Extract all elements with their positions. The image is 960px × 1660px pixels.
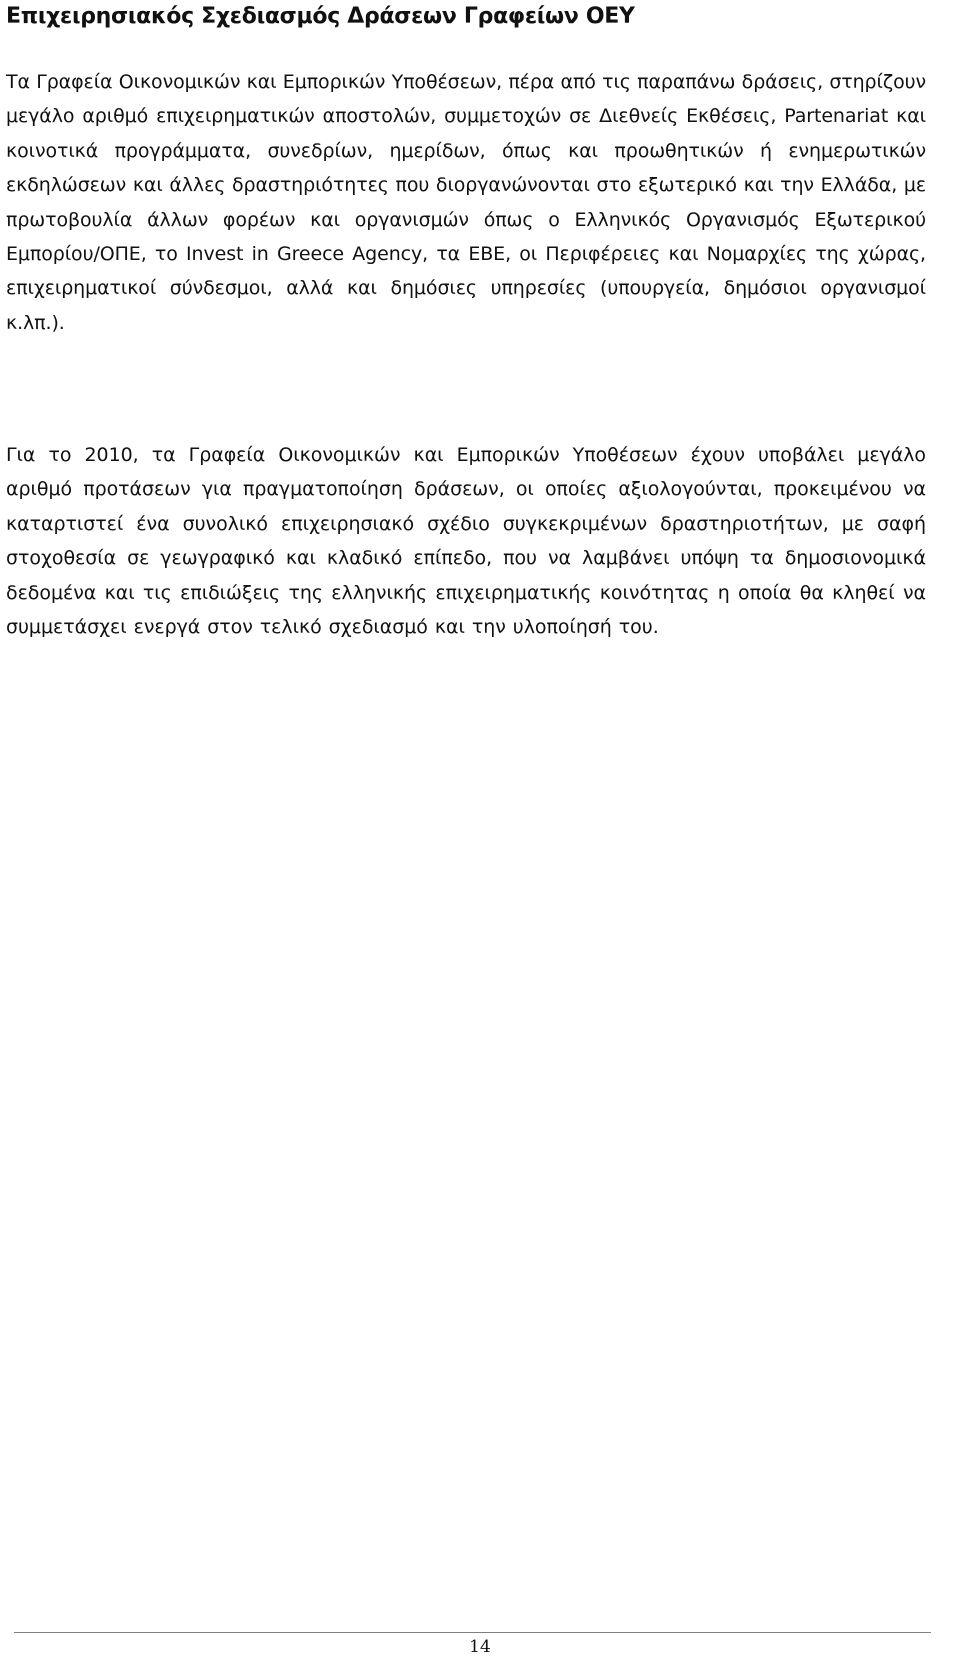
footer-divider [14,1632,931,1633]
page-number: 14 [469,1637,491,1657]
page-title: Επιχειρησιακός Σχεδιασμός Δράσεων Γραφείων ΟΕΥ [6,4,635,29]
paragraph-activities: Τα Γραφεία Οικονομικών και Εμπορικών Υποθέσεων, πέρα από τις παραπάνω δράσεις, στηρίζουν μεγάλο αριθμό επιχειρηματικών αποστολών, συμμετοχών σε Διεθνείς Εκθέσεις, Partenariat και κοινοτικά προγράμματα, συνεδρίων, ημερίδων, όπως και προωθητικών ή ενημερωτικών εκδηλώσεων και άλλες δραστηριότητες που διοργανώνονται στο εξωτερικό και την Ελλάδα, με πρωτοβουλία άλλων φορέων και οργανισμών όπως ο Ελληνικός Οργανισμός Εξωτερικού Εμπορίου/ΟΠΕ, το Invest in Greece Agency, τα ΕΒΕ, οι Περιφέρειες και Νομαρχίες της χώρας, επιχειρηματικοί σύνδεσμοι, αλλά και δημόσιες υπηρεσίες (υπουργεία, δημόσιοι οργανισμοί κ.λπ.). [6,71,926,334]
paragraph-plan-2010: Για το 2010, τα Γραφεία Οικονομικών και Εμπορικών Υποθέσεων έχουν υποβάλει μεγάλο αριθμό προτάσεων για πραγματοποίηση δράσεων, οι οποίες αξιολογούνται, προκειμένου να καταρτιστεί ένα συνολικό επιχειρησιακό σχέδιο συγκεκριμένων δραστηριοτήτων, με σαφή στοχοθεσία σε γεωγραφικό και κλαδικό επίπεδο, που να λαμβάνει υπόψη τα δημοσιονομικά δεδομένα και τις επιδιώξεις της ελληνικής επιχειρηματικής κοινότητας η οποία θα κληθεί να συμμετάσχει ενεργά στον τελικό σχεδιασμό και την υλοποίησή του. [6,444,926,639]
